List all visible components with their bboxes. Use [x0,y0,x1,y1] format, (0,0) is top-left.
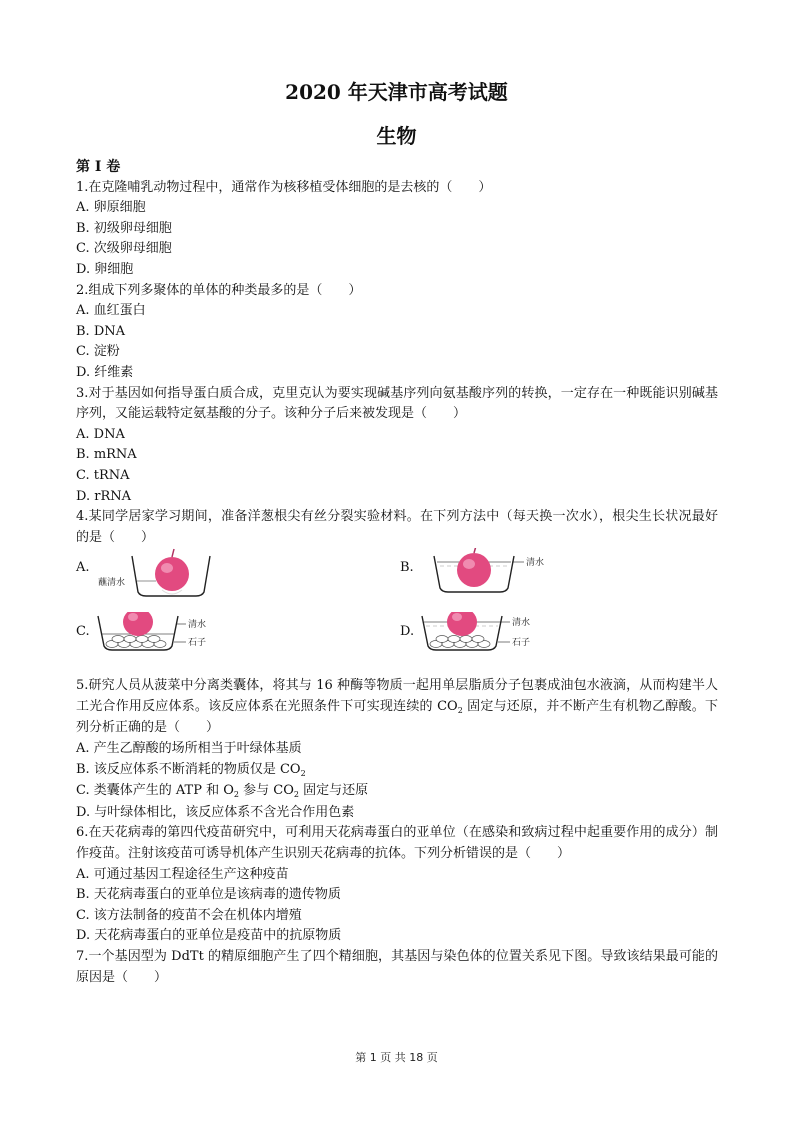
question-3: 3.对于基因如何指导蛋白质合成，克里克认为要实现碱基序列向氨基酸序列的转换，一定存在一种既能识别碱基序列，又能运载特定氨基酸的分子。该种分子后来被发现是（ ） [76,385,718,422]
onion-in-water-bowl-illustration [416,548,566,608]
q4-figure-row-2 [76,612,718,676]
question-5 [76,676,718,739]
q4-a-note: 蘸清水 [98,578,126,589]
q3-option-a: A. DNA [76,426,125,442]
q1-option-a: A. 卵原细胞 [76,200,146,216]
exam-title: 2020 年天津市高考试题 [285,80,508,104]
q6-option-b: B. 天花病毒蛋白的亚单位是该病毒的遗传物质 [76,887,341,903]
exam-content [76,157,718,988]
q2-option-a: A. 血红蛋白 [76,303,146,319]
question-1: 1.在克隆哺乳动物过程中，通常作为核移植受体细胞的是去核的（ ） [76,179,492,195]
question-4: 4.某同学居家学习期间，准备洋葱根尖有丝分裂实验材料。在下列方法中（每天换一次水），根尖生长状况最好的是（ ） [76,509,718,545]
question-7: 7.一个基因型为 DdTt 的精原细胞产生了四个精细胞，其基因与染色体的位置关系见下图。导致该结果最可能的原因是（ ） [76,949,718,985]
q3-option-d: D. rRNA [76,488,131,504]
onion-on-stones-bowl-illustration [92,612,242,672]
q1-option-d: D. 卵细胞 [76,261,134,277]
q1-option-b: B. 初级卵母细胞 [76,220,172,236]
q4-figure-row-1 [76,548,718,612]
question-6: 6.在天花病毒的第四代疫苗研究中，可利用天花病毒蛋白的亚单位（在感染和致病过程中起重要作用的成分）制作疫苗。注射该疫苗可诱导机体产生识别天花病毒的抗体。下列分析错误的是（ ） [76,825,718,862]
q5-option-b [76,760,718,782]
q5-option-c-subscript-1: 2 [233,790,239,800]
q2-option-b: B. DNA [76,323,126,339]
section-heading: 第 I 卷 [76,159,121,175]
q4-d-note-water: 清水 [512,618,531,629]
onion-on-dry-bowl-illustration [92,548,222,608]
q5-option-c [76,781,718,803]
q5-option-c-text-1: C. 类囊体产生的 ATP 和 O [76,783,234,799]
q2-option-c: C. 淀粉 [76,344,120,360]
q4-figure-a-label: A. [76,560,90,576]
q4-figure-b-label: B. [400,560,414,576]
q5-option-c-subscript-2: 2 [293,790,299,800]
q1-option-c: C. 次级卵母细胞 [76,241,172,257]
q4-c-note-stones: 石子 [188,638,207,649]
q5-option-d: D. 与叶绿体相比，该反应体系不含光合作用色素 [76,804,355,820]
question-2: 2.组成下列多聚体的单体的种类最多的是（ ） [76,282,362,298]
subject-title: 生物 [376,124,417,148]
q3-option-b: B. mRNA [76,447,137,463]
q5-option-c-text-2: 参与 CO [239,783,294,799]
onion-submerged-stones-bowl-illustration [416,612,566,672]
q4-d-note-stones: 石子 [512,638,531,649]
q5-stem-subscript: 2 [457,705,463,715]
q5-stem-part-1: 5.研究人员从菠菜中分离类囊体，将其与 16 种酶等物质一起用单层脂质分子包裹成油包水液滴，从而构建半人工光合作用反应体系。该反应体系在光照条件下可实现连续的 CO [76,678,718,714]
q5-option-b-text: B. 该反应体系不断消耗的物质仅是 CO [76,761,301,777]
q5-option-b-subscript: 2 [300,768,306,778]
q6-option-c: C. 该方法制备的疫苗不会在机体内增殖 [76,907,302,923]
q3-option-c: C. tRNA [76,467,130,483]
q5-option-c-text-3: 固定与还原 [298,783,369,799]
q4-c-note-water: 清水 [188,620,207,631]
q2-option-d: D. 纤维素 [76,364,134,380]
q4-b-note: 清水 [526,558,545,569]
q4-figure-d-label: D. [400,624,415,640]
page-footer: 第 1 页 共 18 页 [355,1051,438,1064]
q4-figure-c-label: C. [76,624,90,640]
q5-stem-part-2: 固定与还原，并不断产生有机物乙醇酸。下列分析正确的是（ ） [76,698,718,736]
q6-option-d: D. 天花病毒蛋白的亚单位是疫苗中的抗原物质 [76,928,342,944]
q5-option-a: A. 产生乙醇酸的场所相当于叶绿体基质 [76,741,302,757]
q6-option-a: A. 可通过基因工程途径生产这种疫苗 [76,866,289,882]
